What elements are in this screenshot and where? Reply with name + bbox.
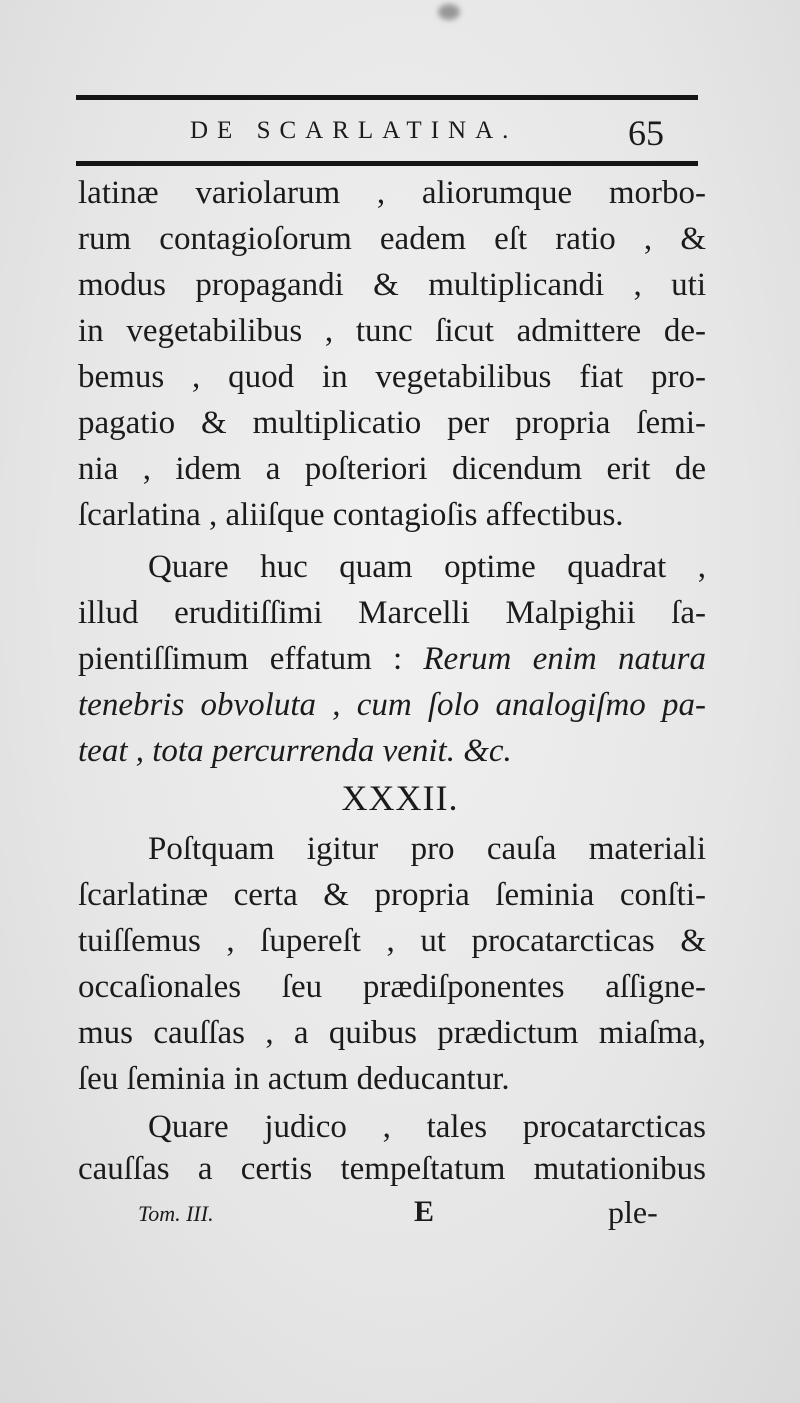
catchword: ple- <box>608 1194 658 1230</box>
text-line: illud eruditiſſimi Marcelli Malpighii ſa- <box>78 595 706 631</box>
roman-text: pientiſſimum effatum : <box>78 641 403 677</box>
text-line: ſcarlatina , aliiſque contagioſis affectibus. <box>78 497 624 533</box>
running-title: DE SCARLATINA. <box>190 117 518 144</box>
ink-blot <box>438 4 460 20</box>
text-line: occaſionales ſeu prædiſponentes aſſigne- <box>78 969 706 1005</box>
text-line: nia , idem a poſteriori dicendum erit de <box>78 451 706 487</box>
text-line: pagatio & multiplicatio per propria ſemi- <box>78 405 706 441</box>
text-line: mus cauſſas , a quibus prædictum miaſma, <box>78 1015 706 1051</box>
text-line: ſcarlatinæ certa & propria ſeminia conſti- <box>78 877 706 913</box>
text-line: latinæ variolarum , aliorumque morbo- <box>78 175 706 211</box>
text-line: bemus , quod in vegetabilibus fiat pro- <box>78 359 706 395</box>
page-number: 65 <box>628 113 664 153</box>
italic-quotation-line: tenebris obvoluta , cum ſolo analogiſmo pa- <box>78 687 706 723</box>
header-bottom-rule <box>76 161 698 166</box>
text-line: in vegetabilibus , tunc ſicut admittere de- <box>78 313 706 349</box>
text-line: ſeu ſeminia in actum deducantur. <box>78 1061 510 1097</box>
text-line: modus propagandi & multiplicandi , uti <box>78 267 706 303</box>
text-line: cauſſas a certis tempeſtatum mutationibus <box>78 1151 706 1187</box>
text-line-mixed <box>78 636 706 682</box>
gathering-signature: E <box>414 1195 435 1228</box>
text-line: rum contagioſorum eadem eſt ratio , & <box>78 221 706 257</box>
section-heading: XXXII. <box>341 778 459 818</box>
text-line: tuiſſemus , ſupereſt , ut procatarcticas & <box>78 923 706 959</box>
text-line: Poſtquam igitur pro cauſa materiali <box>148 831 706 867</box>
header-top-rule <box>76 95 698 100</box>
italic-quotation-line: teat , tota percurrenda venit. &c. <box>78 733 512 769</box>
text-line: Quare huc quam optime quadrat , <box>148 549 706 585</box>
volume-signature: Tom. III. <box>138 1201 214 1226</box>
italic-quotation: Rerum enim natura <box>423 641 706 677</box>
text-line: Quare judico , tales procatarcticas <box>148 1109 706 1145</box>
